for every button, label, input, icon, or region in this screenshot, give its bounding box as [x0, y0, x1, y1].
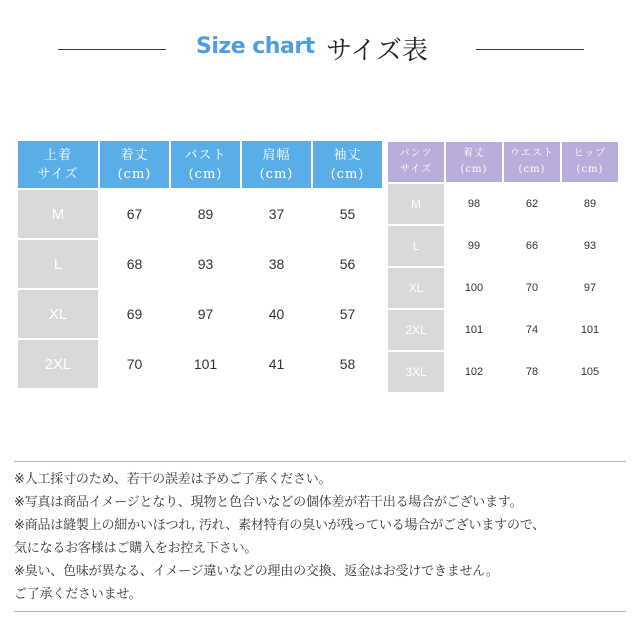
column-unit: (cm) — [188, 166, 223, 182]
value-cell: 89 — [197, 206, 214, 222]
value-cell: 97 — [583, 282, 597, 294]
pants-header-label-line1: パンツ — [399, 148, 433, 159]
size-cell: 3XL — [388, 352, 444, 392]
column-unit: (cm) — [117, 166, 152, 182]
column-unit: (cm) — [460, 164, 488, 175]
value-cell: 56 — [339, 256, 356, 272]
title-japanese: サイズ表 — [326, 36, 428, 66]
value-cell: 37 — [268, 206, 285, 222]
value-cell: 93 — [197, 256, 214, 272]
table-row — [18, 340, 382, 388]
value-cell: 102 — [464, 366, 484, 378]
column-unit: (cm) — [259, 166, 294, 182]
table-row — [388, 268, 618, 308]
value-cell: 58 — [339, 356, 356, 372]
tops-header-size — [18, 141, 98, 188]
value-cell: 68 — [126, 256, 143, 272]
pants-header-col — [562, 142, 618, 182]
value-cell: 70 — [126, 356, 143, 372]
table-row — [18, 290, 382, 338]
note-line: ※人工採寸のため、若干の誤差は予めご了承ください。 — [14, 472, 332, 487]
value-cell: 70 — [525, 282, 539, 294]
tops-header-label-line1: 上着 — [43, 147, 72, 163]
value-cell: 57 — [339, 306, 356, 322]
note-line: ※臭い、色味が異なる、イメージ違いなどの理由の交換、返金はお受けできません。 — [14, 564, 499, 579]
value-cell: 41 — [268, 356, 285, 372]
value-cell: 97 — [197, 306, 214, 322]
tops-size-table — [16, 139, 384, 390]
table-row — [18, 240, 382, 288]
value-cell: 93 — [583, 240, 597, 252]
note-line: ご了承くださいませ。 — [14, 587, 142, 602]
value-cell: 101 — [464, 324, 484, 336]
tops-header-row — [18, 141, 382, 188]
value-cell: 67 — [126, 206, 143, 222]
title-english: Size chart — [196, 34, 315, 59]
tops-header-col — [100, 141, 169, 188]
value-cell: 69 — [126, 306, 143, 322]
pants-header-label-line2: サイズ — [399, 164, 433, 175]
note-line: 気になるお客様はご購入をお控え下さい。 — [14, 541, 258, 556]
tops-header-label-line2: サイズ — [37, 166, 79, 182]
column-name: 肩幅 — [262, 147, 291, 163]
value-cell: 100 — [464, 282, 484, 294]
column-name: 着丈 — [120, 147, 149, 163]
value-cell: 78 — [525, 366, 539, 378]
table-row — [18, 190, 382, 238]
value-cell: 66 — [525, 240, 539, 252]
size-cell: L — [388, 226, 444, 266]
table-row — [388, 352, 618, 392]
tops-header-col — [313, 141, 382, 188]
table-row — [388, 184, 618, 224]
size-cell: M — [18, 190, 98, 238]
column-name: ヒップ — [573, 148, 607, 159]
size-cell: L — [18, 240, 98, 288]
column-unit: (cm) — [330, 166, 365, 182]
value-cell: 89 — [583, 198, 597, 210]
size-cell: M — [388, 184, 444, 224]
size-cell: 2XL — [388, 310, 444, 350]
column-name: バスト — [184, 147, 227, 163]
value-cell: 62 — [525, 198, 539, 210]
note-line: ※写真は商品イメージとなり、現物と色合いなどの個体差が若干出る場合がございます。 — [14, 495, 523, 510]
title-divider-left — [58, 49, 166, 50]
size-cell: 2XL — [18, 340, 98, 388]
value-cell: 105 — [580, 366, 600, 378]
column-unit: (cm) — [518, 164, 546, 175]
value-cell: 101 — [580, 324, 600, 336]
column-name: 着丈 — [463, 148, 485, 159]
pants-header-row — [388, 142, 618, 182]
notes-section — [14, 461, 626, 612]
title-divider-right — [476, 49, 584, 50]
value-cell: 55 — [339, 206, 356, 222]
title-row — [0, 28, 640, 68]
pants-header-col — [446, 142, 502, 182]
value-cell: 101 — [193, 356, 218, 372]
value-cell: 38 — [268, 256, 285, 272]
pants-header-size — [388, 142, 444, 182]
size-cell: XL — [18, 290, 98, 338]
tops-header-col — [242, 141, 311, 188]
column-name: 袖丈 — [333, 147, 362, 163]
column-name: ウエスト — [510, 148, 554, 159]
table-row — [388, 310, 618, 350]
table-row — [388, 226, 618, 266]
value-cell: 98 — [467, 198, 481, 210]
tops-header-col — [171, 141, 240, 188]
value-cell: 99 — [467, 240, 481, 252]
size-cell: XL — [388, 268, 444, 308]
column-unit: (cm) — [576, 164, 604, 175]
note-line: ※商品は縫製上の細かいほつれ, 汚れ、素材特有の臭いが残っている場合がございますので、 — [14, 518, 546, 533]
value-cell: 40 — [268, 306, 285, 322]
pants-header-col — [504, 142, 560, 182]
value-cell: 74 — [525, 324, 539, 336]
pants-size-table — [386, 140, 620, 394]
